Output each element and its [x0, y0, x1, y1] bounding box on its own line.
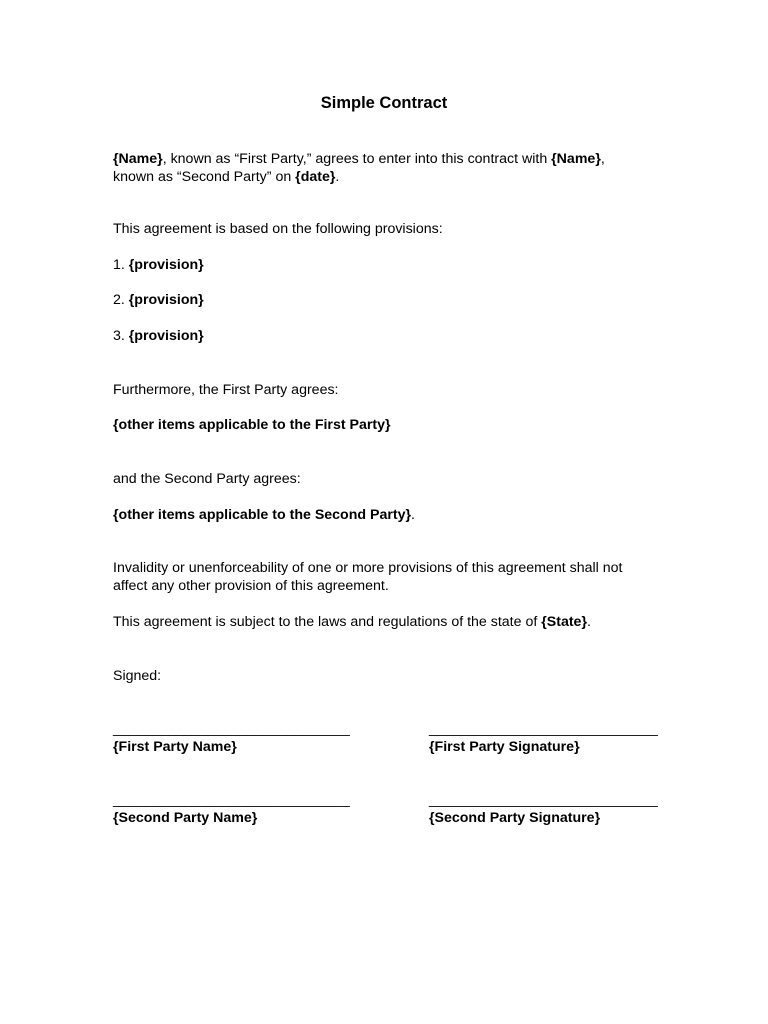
first-party-name-line: ______________________________	[113, 721, 350, 737]
intro-text-4: .	[335, 169, 340, 185]
document-title: Simple Contract	[320, 94, 448, 112]
intro-line-2	[113, 168, 339, 186]
second-party-signature-label	[429, 810, 600, 826]
invalidity-line-2: affect any other provision of this agreement.	[113, 578, 389, 594]
first-party-name-label	[113, 739, 237, 755]
second-party-name-label	[113, 810, 257, 826]
first-party-signature-placeholder: {First Party Signature}	[429, 739, 580, 755]
provision-number: 3.	[113, 328, 129, 344]
provision-placeholder: {provision}	[128, 292, 204, 308]
governing-law-line	[113, 613, 591, 631]
governing-law-text: This agreement is subject to the laws and regulations of the state of	[113, 614, 542, 630]
second-party-items-end: .	[411, 507, 415, 523]
second-party-name-placeholder: {Second Party Name}	[113, 810, 258, 826]
first-party-items	[113, 416, 391, 434]
first-party-signature-line: _____________________________	[429, 721, 658, 737]
second-party-items-placeholder: {other items applicable to the Second Party}	[113, 507, 412, 523]
provision-number: 2.	[113, 292, 129, 308]
second-party-name-placeholder: {Name}	[551, 151, 601, 167]
provision-placeholder: {provision}	[128, 257, 204, 273]
first-party-signature-label	[429, 739, 580, 755]
second-party-name-line: ______________________________	[113, 792, 350, 808]
invalidity-line-1: Invalidity or unenforceability of one or more provisions of this agreement shall not	[113, 560, 623, 576]
second-party-intro: and the Second Party agrees:	[113, 471, 301, 487]
provision-number: 1.	[113, 257, 129, 273]
governing-law-end: .	[586, 614, 591, 630]
second-party-items	[113, 506, 415, 524]
signed-label: Signed:	[113, 668, 162, 684]
provision-item	[113, 291, 204, 309]
second-party-signature-placeholder: {Second Party Signature}	[429, 810, 601, 826]
intro-line-1	[113, 150, 605, 168]
first-party-intro: Furthermore, the First Party agrees:	[113, 382, 339, 398]
state-placeholder: {State}	[541, 614, 587, 630]
first-party-name-placeholder: {First Party Name}	[113, 739, 237, 755]
provision-item	[113, 327, 204, 345]
intro-text-1: , known as “First Party,” agrees to enter into this contract with	[162, 151, 552, 167]
provision-item	[113, 256, 204, 274]
intro-text-3: known as “Second Party” on	[113, 169, 296, 185]
intro-text-2: ,	[600, 151, 605, 167]
first-party-name-placeholder: {Name}	[113, 151, 163, 167]
date-placeholder: {date}	[295, 169, 336, 185]
first-party-items-placeholder: {other items applicable to the First Party}	[113, 417, 391, 433]
provisions-intro: This agreement is based on the following provisions:	[113, 221, 443, 237]
provision-placeholder: {provision}	[128, 328, 204, 344]
second-party-signature-line: _____________________________	[429, 792, 658, 808]
